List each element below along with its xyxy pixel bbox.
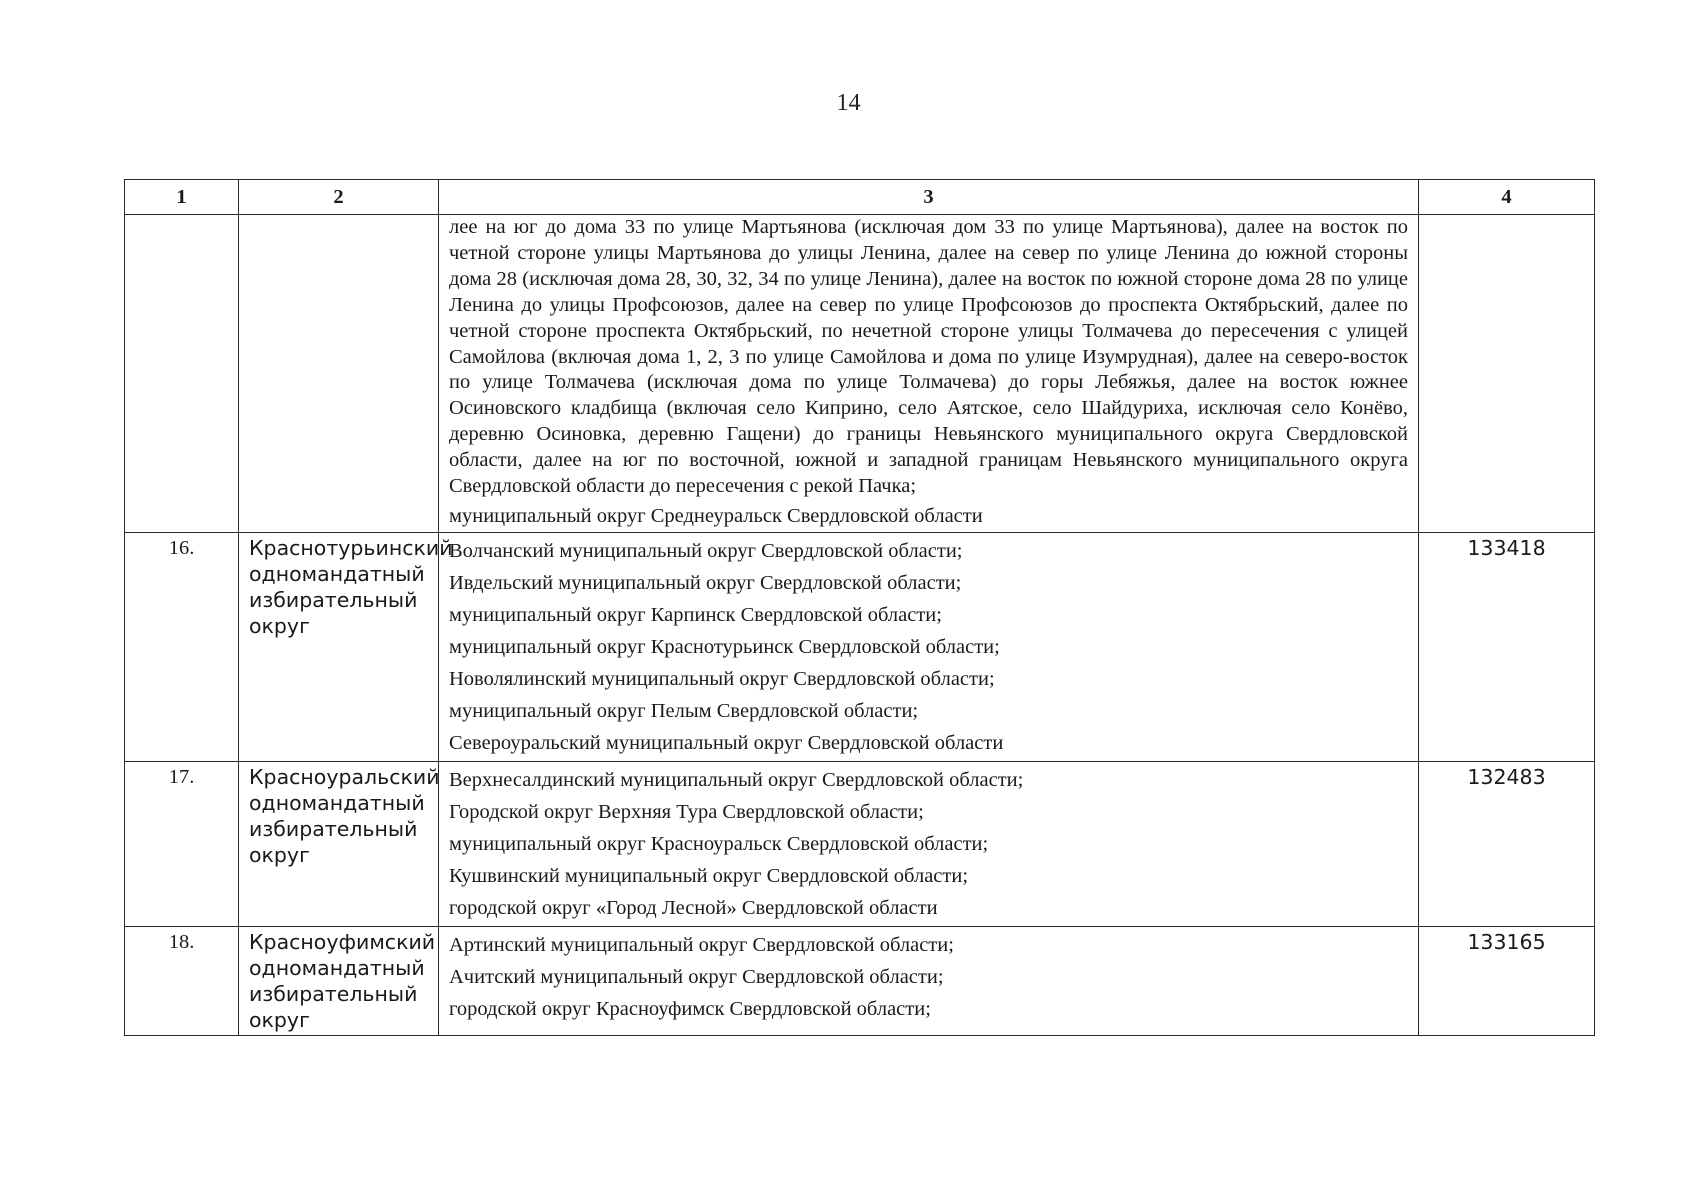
cell-boundary-description (439, 215, 1419, 533)
municipality-item: муниципальный округ Пелым Свердловской области; (449, 699, 919, 722)
municipality-item: городской округ «Город Лесной» Свердловской области (449, 896, 938, 919)
municipality-list (439, 926, 1419, 1035)
electoral-districts-table (124, 179, 1595, 1036)
table-row (125, 532, 1595, 761)
municipality-item: Ивдельский муниципальный округ Свердловской области; (449, 571, 962, 594)
cell-district-name (239, 215, 439, 533)
municipality-item: Городской округ Верхняя Тура Свердловской области; (449, 800, 924, 823)
municipality-item: муниципальный округ Карпинск Свердловской области; (449, 603, 942, 626)
voter-count: 133165 (1419, 926, 1595, 1035)
boundary-last-line: муниципальный округ Среднеуральск Свердловской области (449, 504, 983, 527)
district-number: 17. (125, 761, 239, 926)
district-name: Красноуфимский одномандатный избирательный округ (239, 926, 439, 1035)
municipality-item: городской округ Красноуфимск Свердловской области; (449, 997, 931, 1020)
district-number: 18. (125, 926, 239, 1035)
municipality-item: Артинский муниципальный округ Свердловской области; (449, 933, 954, 956)
municipality-item: Новолялинский муниципальный округ Свердловской области; (449, 667, 995, 690)
boundary-text: лее на юг до дома 33 по улице Мартьянова (исключая дом 33 по улице Мартьянова), далее на восток по четной стороне улицы Мартьянова до улицы Ленина, далее на север по улице Ленина до южной стороны дома 28 (исключая дома 28, 30, 32, 34 по улице Ленина), далее на восток по южной стороне дома 28 по улице Ленина до улицы Профсоюзов, далее на север по улице Профсоюзов до проспекта Октябрьский, далее по четной стороне проспекта Октябрьский, по нечетной стороне улицы Толмачева до пересечения с улицей Самойлова (включая дома 1, 2, 3 по улице Самойлова и дома по улице Изумрудная), далее на северо-восток по улице Толмачева (исключая дома по улице Толмачева) до горы Лебяжья, далее на восток южнее Осиновского кладбища (включая село Киприно, село Аятское, село Шайдуриха, исключая село Конёво, деревню Осиновка, деревню Гащени) до границы Невьянского муниципального округа Свердловской области, далее на юг по восточной, южной и западной границам Невьянского муниципального округа Свердловской области до пересечения с рекой Пачка; (449, 216, 1408, 498)
page-number: 14 (836, 90, 861, 116)
table-row (125, 761, 1595, 926)
municipality-item: муниципальный округ Красноуральск Свердловской области; (449, 832, 989, 855)
cell-number (125, 215, 239, 533)
cell-voters (1419, 215, 1595, 533)
header-col-4: 4 (1419, 180, 1595, 215)
voter-count: 133418 (1419, 532, 1595, 761)
municipality-item: Волчанский муниципальный округ Свердловской области; (449, 539, 963, 562)
municipality-item: Кушвинский муниципальный округ Свердловской области; (449, 864, 969, 887)
table-row-continuation (125, 215, 1595, 533)
district-number: 16. (125, 532, 239, 761)
district-name: Красноуральский одномандатный избирательный округ (239, 761, 439, 926)
municipality-list (439, 761, 1419, 926)
header-col-3: 3 (439, 180, 1419, 215)
table-row (125, 926, 1595, 1035)
municipality-item: Североуральский муниципальный округ Свердловской области (449, 731, 1004, 754)
municipality-item: муниципальный округ Краснотурьинск Свердловской области; (449, 635, 1000, 658)
municipality-list (439, 532, 1419, 761)
voter-count: 132483 (1419, 761, 1595, 926)
municipality-item: Ачитский муниципальный округ Свердловской области; (449, 965, 944, 988)
header-col-1: 1 (125, 180, 239, 215)
municipality-item: Верхнесалдинский муниципальный округ Свердловской области; (449, 768, 1024, 791)
header-col-2: 2 (239, 180, 439, 215)
table-header (125, 180, 1595, 215)
district-name: Краснотурьинский одномандатный избирательный округ (239, 532, 439, 761)
